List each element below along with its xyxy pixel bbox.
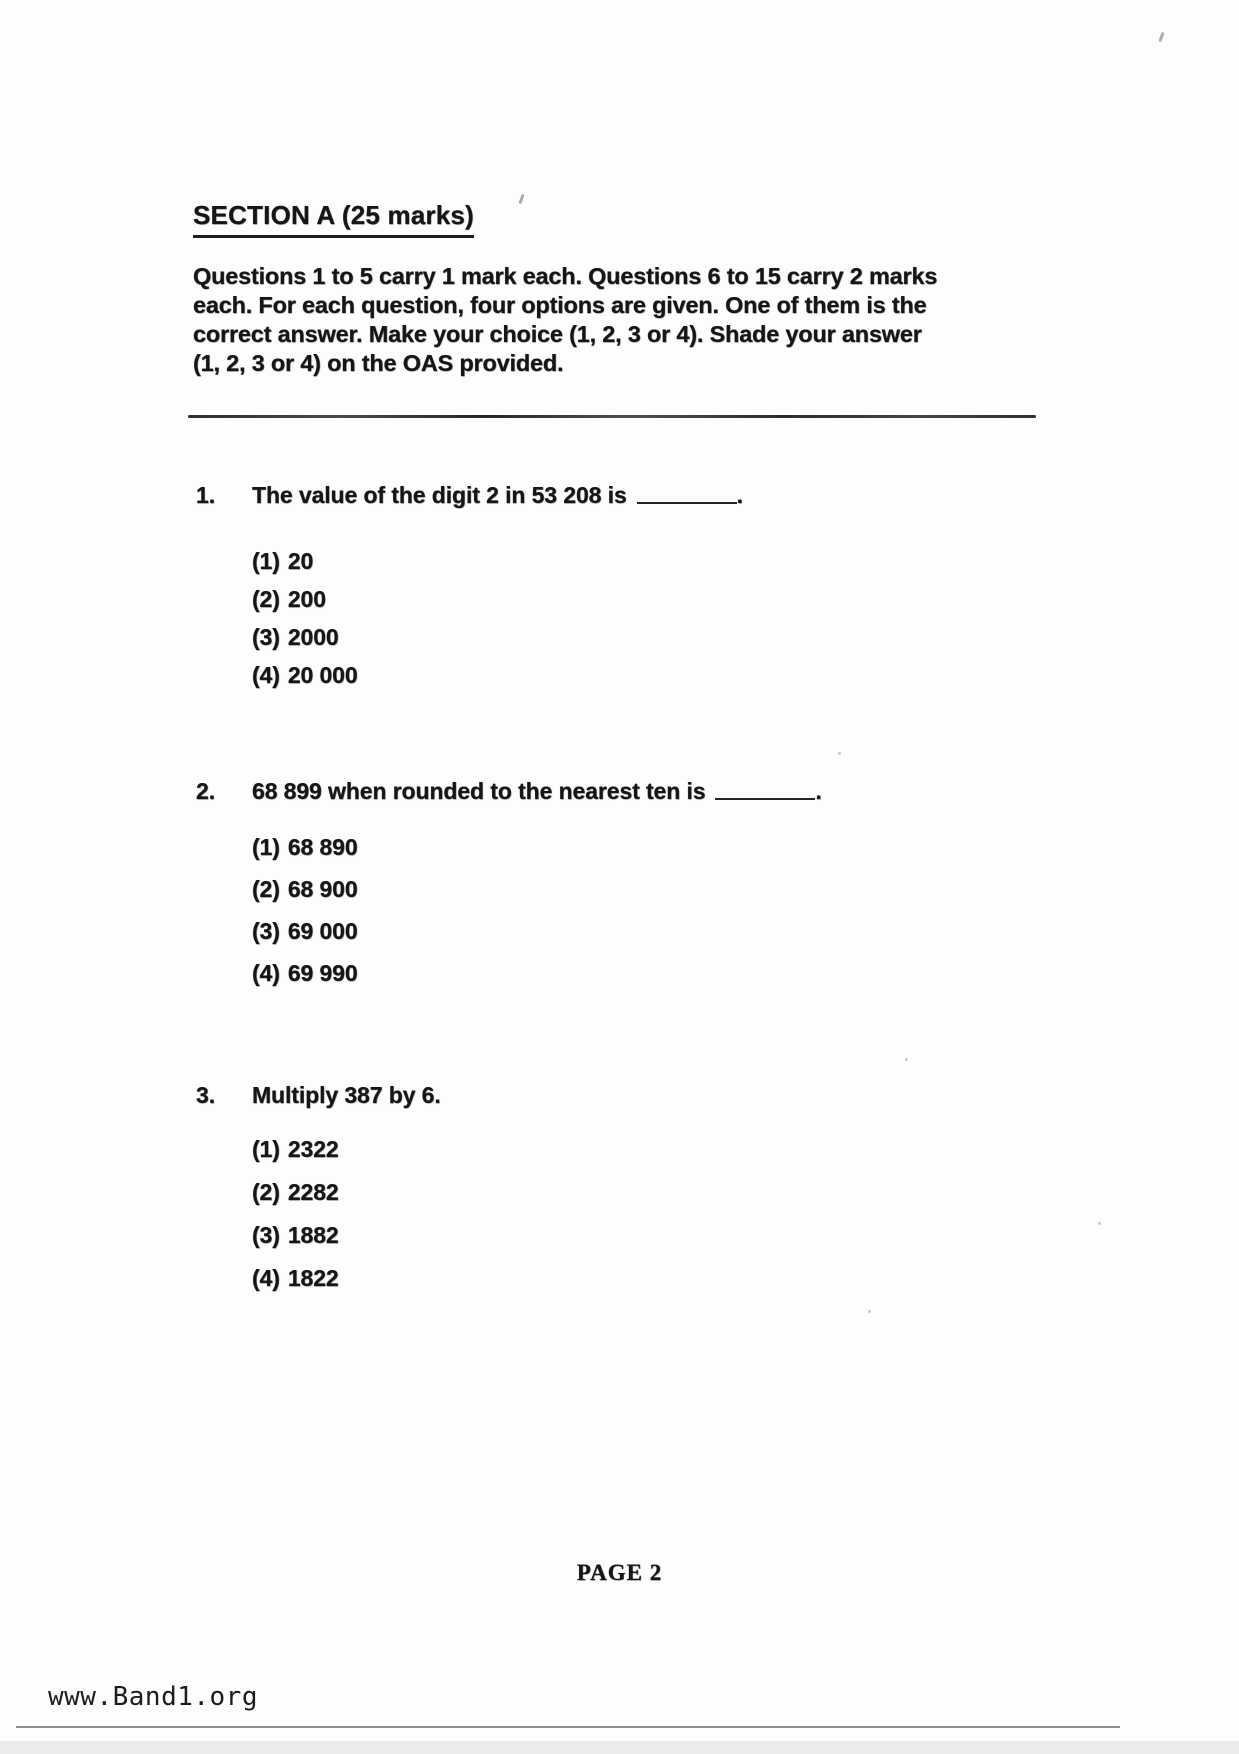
option-value: 2000 <box>287 624 339 650</box>
option-label: (1) <box>252 548 280 574</box>
option-value: 20 <box>287 548 314 574</box>
option-value: 69 000 <box>287 918 358 944</box>
answer-blank <box>715 798 815 800</box>
scan-speck <box>838 752 841 755</box>
option-value: 2322 <box>287 1136 339 1162</box>
scan-speck <box>868 1310 871 1313</box>
question-1 <box>196 482 1096 509</box>
question-3-option-2 <box>252 1179 339 1206</box>
scan-edge-band <box>0 1741 1239 1754</box>
question-number: 3. <box>196 1082 216 1108</box>
instructions-line: correct answer. Make your choice (1, 2, 3 or 4). Shade your answer <box>193 321 922 347</box>
question-3 <box>196 1082 1096 1109</box>
question-1-option-3 <box>252 624 339 651</box>
question-number: 1. <box>196 482 216 508</box>
page-number-label: PAGE 2 <box>576 1560 663 1585</box>
option-value: 2282 <box>287 1179 339 1205</box>
section-title: SECTION A (25 marks) <box>193 200 474 238</box>
option-label: (3) <box>252 624 280 650</box>
blank-suffix: . <box>815 778 822 804</box>
option-label: (4) <box>252 960 280 986</box>
option-value: 68 890 <box>287 834 358 860</box>
footer-rule <box>16 1726 1120 1728</box>
question-3-option-1 <box>252 1136 339 1163</box>
instructions-paragraph <box>193 262 1063 378</box>
question-3-option-4 <box>252 1265 339 1292</box>
option-label: (1) <box>252 834 280 860</box>
question-2-option-1 <box>252 834 358 861</box>
watermark-url: www.Band1.org <box>48 1682 258 1712</box>
question-text-body: Multiply 387 by 6. <box>252 1082 441 1108</box>
option-label: (1) <box>252 1136 280 1162</box>
question-text <box>252 1082 441 1109</box>
section-divider-rule <box>188 415 1036 418</box>
question-number: 2. <box>196 778 216 804</box>
scan-speck <box>905 1058 908 1061</box>
question-2-option-2 <box>252 876 358 903</box>
option-value: 68 900 <box>287 876 358 902</box>
option-label: (2) <box>252 586 280 612</box>
instructions-line: each. For each question, four options are given. One of them is the <box>193 292 927 318</box>
option-value: 1882 <box>287 1222 339 1248</box>
scan-speck <box>518 194 524 204</box>
option-label: (4) <box>252 1265 280 1291</box>
question-text <box>252 482 743 509</box>
option-value: 20 000 <box>287 662 358 688</box>
option-label: (2) <box>252 1179 280 1205</box>
question-1-option-2 <box>252 586 326 613</box>
blank-suffix: . <box>736 482 743 508</box>
scan-speck <box>1158 32 1164 42</box>
question-text-body: The value of the digit 2 in 53 208 is <box>252 482 627 508</box>
option-label: (2) <box>252 876 280 902</box>
instructions-line: Questions 1 to 5 carry 1 mark each. Questions 6 to 15 carry 2 marks <box>193 263 938 289</box>
question-2-option-4 <box>252 960 358 987</box>
instructions-line: (1, 2, 3 or 4) on the OAS provided. <box>193 350 564 376</box>
option-value: 1822 <box>287 1265 339 1291</box>
answer-blank <box>637 502 737 504</box>
question-1-option-4 <box>252 662 358 689</box>
option-label: (4) <box>252 662 280 688</box>
question-3-option-3 <box>252 1222 339 1249</box>
option-label: (3) <box>252 1222 280 1248</box>
question-2-option-3 <box>252 918 358 945</box>
question-2 <box>196 778 1096 805</box>
scan-speck <box>1098 1222 1101 1225</box>
question-1-option-1 <box>252 548 313 575</box>
option-label: (3) <box>252 918 280 944</box>
question-text-body: 68 899 when rounded to the nearest ten is <box>252 778 706 804</box>
question-text <box>252 778 822 805</box>
option-value: 69 990 <box>287 960 358 986</box>
option-value: 200 <box>287 586 326 612</box>
